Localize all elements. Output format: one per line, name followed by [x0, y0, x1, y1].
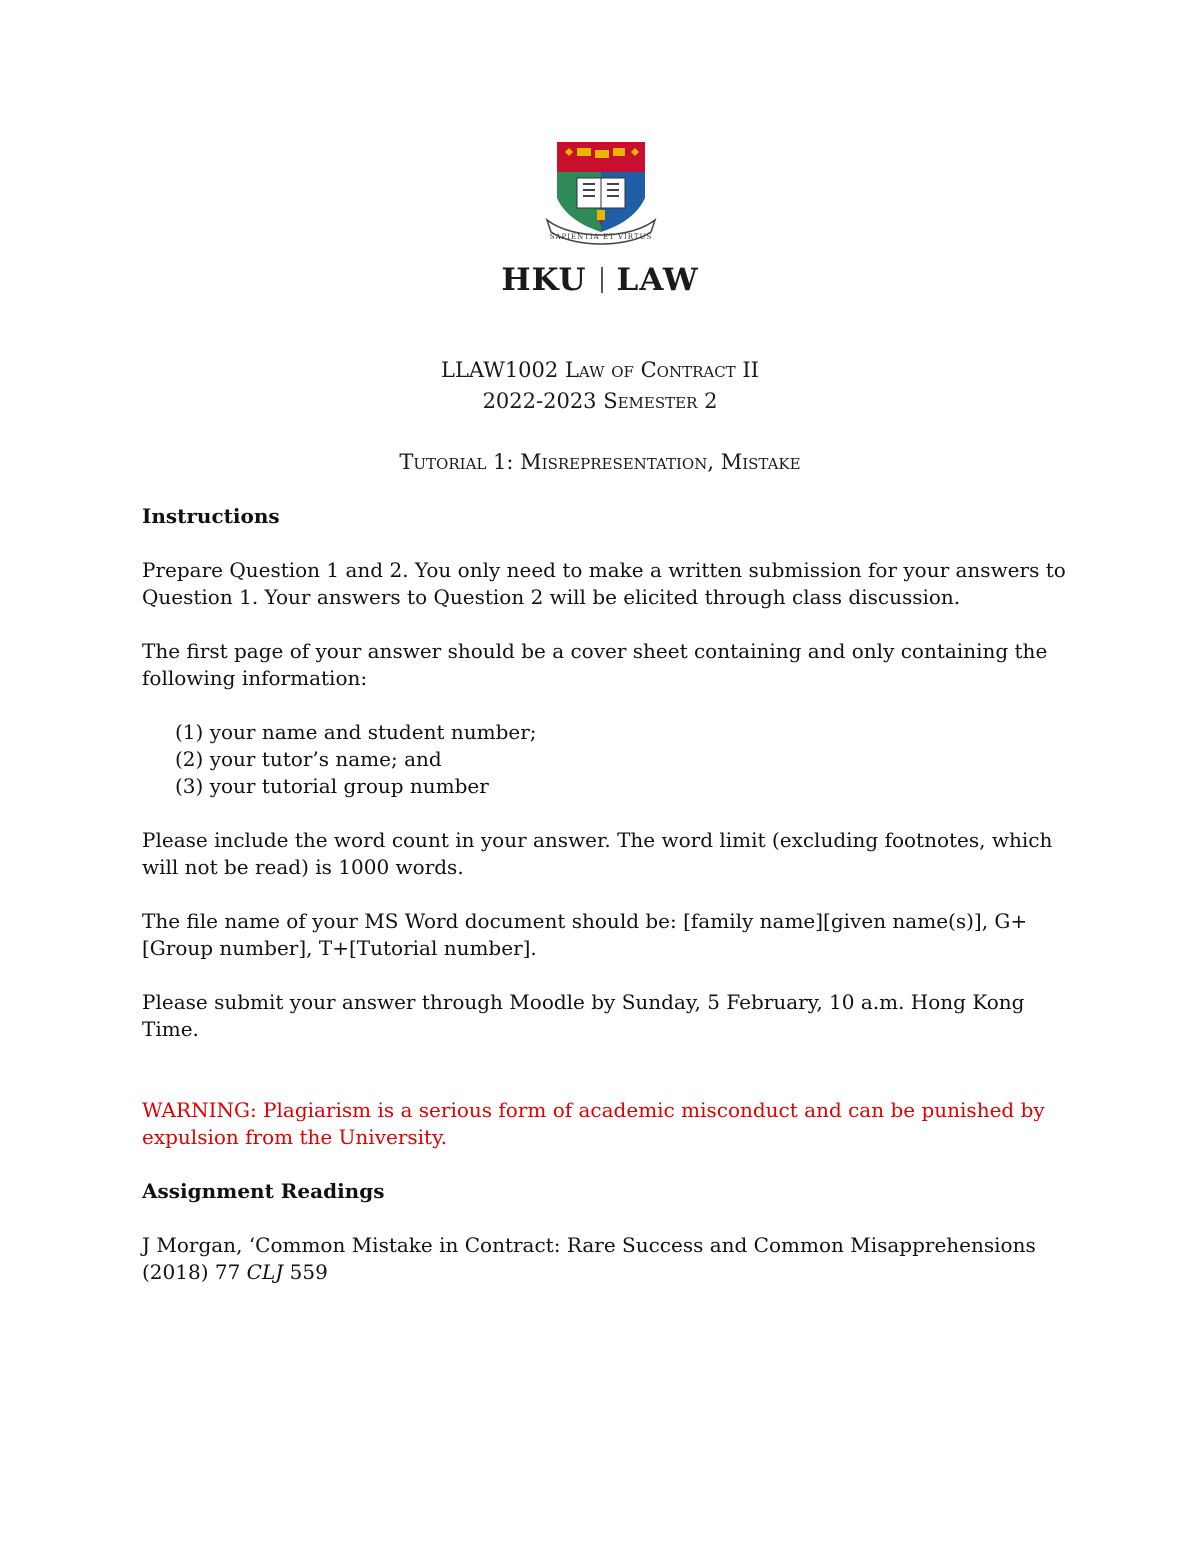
- instructions-paragraph-3: Please include the word count in your answer. The word limit (excluding footnotes, which will not be read) is 1000 words.: [142, 828, 1053, 879]
- instructions-paragraph-1: Prepare Question 1 and 2. You only need to make a written submission for your answers to Question 1. Your answers to Question 2 will be elicited through class discussion.: [142, 558, 1066, 609]
- cover-sheet-list: [142, 719, 1072, 800]
- list-item: (3) your tutorial group number: [175, 774, 489, 798]
- list-item: (2) your tutor’s name; and: [175, 747, 442, 771]
- instructions-paragraph-2: The first page of your answer should be a cover sheet containing and only containing the following information:: [142, 639, 1048, 690]
- tutorial-title: Tutorial 1: Misrepresentation, Mistake: [399, 450, 801, 474]
- hku-crest-logo: [543, 138, 659, 250]
- readings-heading: Assignment Readings: [142, 1179, 385, 1203]
- citation-prefix: J Morgan, ‘Common Mistake in Contract: Rare Success and Common Misapprehensions (2018) 77: [142, 1233, 1036, 1284]
- citation-journal: CLJ: [246, 1260, 284, 1284]
- faculty-brand: [0, 262, 1200, 298]
- list-item: (1) your name and student number;: [175, 720, 537, 744]
- semester-title: 2022-2023 Semester 2: [482, 389, 718, 413]
- instructions-heading: Instructions: [142, 504, 280, 528]
- brand-hku: HKU: [501, 262, 587, 298]
- course-title: LLAW1002 Law of Contract II: [441, 358, 759, 382]
- plagiarism-warning: WARNING: Plagiarism is a serious form of academic misconduct and can be punished by expulsion from the University.: [142, 1098, 1045, 1149]
- instructions-paragraph-5: Please submit your answer through Moodle by Sunday, 5 February, 10 a.m. Hong Kong Time.: [142, 990, 1025, 1041]
- brand-law: LAW: [616, 262, 699, 298]
- instructions-paragraph-4: The file name of your MS Word document should be: [family name][given name(s)], G+[Group number], T+[Tutorial number].: [142, 909, 1028, 960]
- citation-suffix: 559: [283, 1260, 328, 1284]
- document-body: [142, 503, 1072, 1286]
- brand-divider: [601, 267, 603, 293]
- reading-citation: [142, 1232, 1072, 1286]
- crest-motto: SAPIENTIA ET VIRTUS: [549, 233, 653, 241]
